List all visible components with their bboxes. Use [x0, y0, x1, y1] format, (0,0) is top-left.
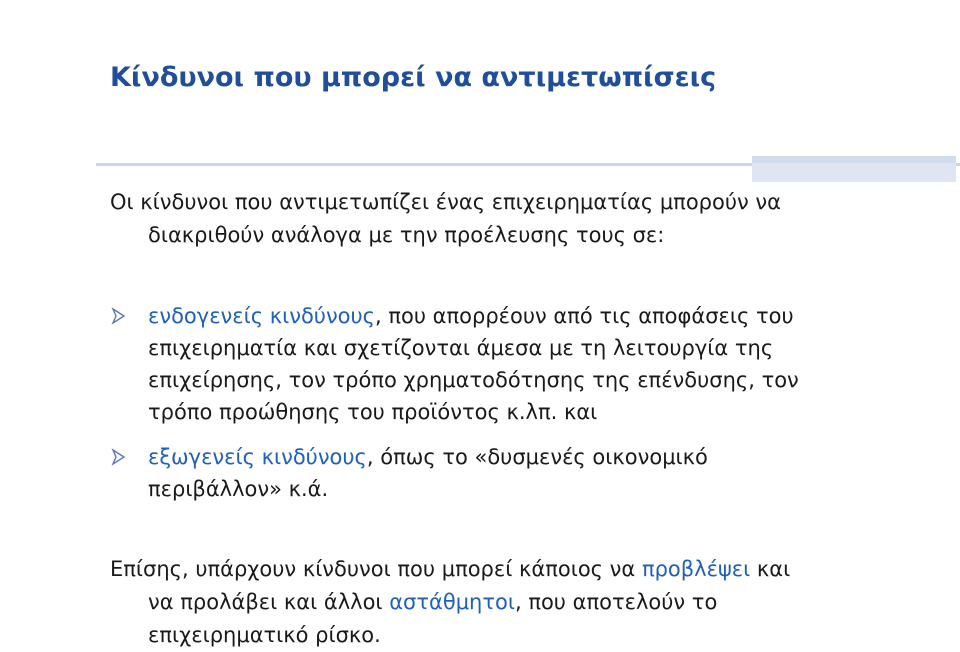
- bullet-1-line-1: ενδογενείς κινδύνους, που απορρέουν από τις αποφάσεις του: [148, 304, 794, 328]
- bullet-1-line-3: επιχείρησης, τον τρόπο χρηματοδότησης της επένδυσης, τον: [148, 368, 799, 392]
- bullet-1-line-4: τρόπο προώθησης του προϊόντος κ.λπ. και: [148, 400, 598, 424]
- closing-line-1: Επίσης, υπάρχουν κίνδυνοι που μπορεί κάποιος να προβλέψει και: [110, 557, 791, 581]
- closing-line-3: επιχειρηματικό ρίσκο.: [148, 623, 381, 647]
- intro-line-1: Οι κίνδυνοι που αντιμετωπίζει ένας επιχειρηματίας μπορούν να: [110, 190, 781, 214]
- bullet-2-line-2: περιβάλλον» κ.ά.: [148, 477, 329, 501]
- intro-line-2: διακριθούν ανάλογα με την προέλευσης τους σε:: [148, 223, 665, 247]
- foresee-term: προβλέψει: [641, 557, 751, 581]
- unpredictable-term: αστάθμητοι: [389, 590, 515, 614]
- closing-paragraph: [110, 553, 790, 652]
- slide-title: Κίνδυνοι που μπορεί να αντιμετωπίσεις: [110, 62, 717, 93]
- bullet-endogenous-risks: [110, 300, 799, 428]
- left-margin-band: [0, 0, 96, 652]
- endogenous-risks-term: ενδογενείς κινδύνους: [148, 304, 376, 328]
- title-divider-accent: [752, 156, 956, 182]
- bullet-2-line-1: εξωγενείς κινδύνους, όπως το «δυσμενές οικονομικό: [148, 445, 708, 469]
- arrow-bullet-icon: [110, 300, 130, 332]
- bullet-1-line-2: επιχειρηματία και σχετίζονται άμεσα με τη λειτουργία της: [148, 336, 774, 360]
- arrow-bullet-icon: [110, 441, 130, 473]
- bullet-exogenous-risks: [110, 441, 708, 505]
- intro-paragraph: [110, 186, 781, 252]
- exogenous-risks-term: εξωγενείς κινδύνους: [148, 445, 367, 469]
- closing-line-2: να προλάβει και άλλοι αστάθμητοι, που αποτελούν το: [148, 590, 718, 614]
